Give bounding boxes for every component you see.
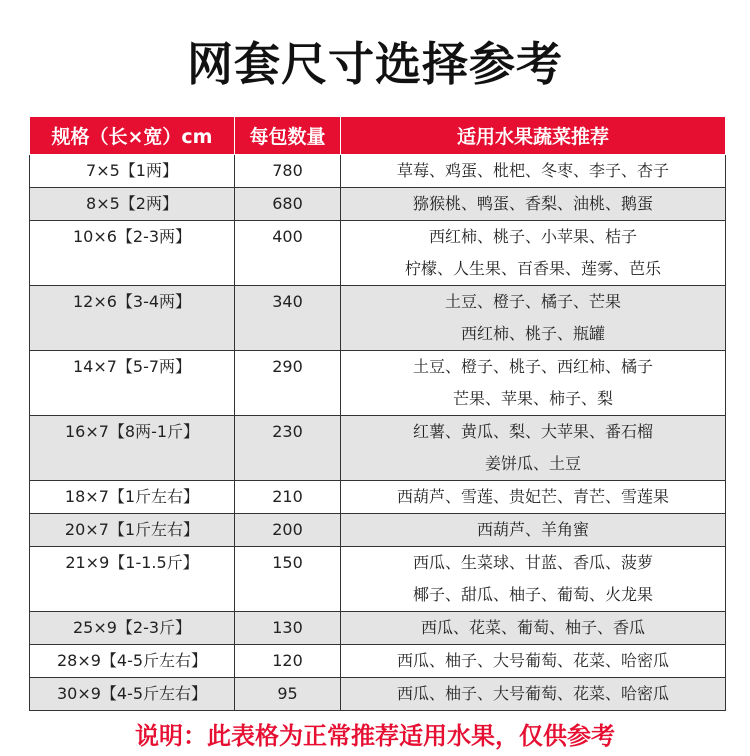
cell-fruits xyxy=(341,155,726,188)
fruit-line: 椰子、甜瓜、柚子、葡萄、火龙果 xyxy=(412,585,653,604)
cell-fruits xyxy=(341,416,726,481)
fruit-line: 西瓜、柚子、大号葡萄、花菜、哈密瓜 xyxy=(396,651,669,670)
header-count: 每包数量 xyxy=(235,117,341,155)
cell-size xyxy=(30,188,235,221)
cell-count xyxy=(235,481,341,514)
count-value: 130 xyxy=(272,618,303,637)
count-value: 95 xyxy=(277,684,298,703)
table-row xyxy=(30,416,726,481)
cell-size xyxy=(30,547,235,612)
count-value: 680 xyxy=(272,194,303,213)
table-row xyxy=(30,188,726,221)
count-value: 780 xyxy=(272,161,303,180)
cell-count xyxy=(235,612,341,645)
fruit-line: 西葫芦、雪莲、贵妃芒、青芒、雪莲果 xyxy=(396,487,669,506)
cell-size xyxy=(30,514,235,547)
cell-fruits xyxy=(341,678,726,711)
cell-count xyxy=(235,547,341,612)
cell-fruits xyxy=(341,286,726,351)
cell-count xyxy=(235,416,341,481)
table-row xyxy=(30,547,726,612)
table-header-row xyxy=(30,117,726,155)
cell-fruits xyxy=(341,645,726,678)
size-label: 16×7【8两-1斤】 xyxy=(64,422,200,441)
size-label: 10×6【2-3两】 xyxy=(72,227,192,246)
size-label: 8×5【2两】 xyxy=(86,194,178,213)
count-value: 340 xyxy=(272,292,303,311)
cell-size xyxy=(30,286,235,351)
cell-size xyxy=(30,612,235,645)
header-fruits: 适用水果蔬菜推荐 xyxy=(341,117,726,155)
size-label: 7×5【1两】 xyxy=(86,161,178,180)
table-row xyxy=(30,612,726,645)
table-row xyxy=(30,286,726,351)
cell-count xyxy=(235,286,341,351)
cell-size xyxy=(30,645,235,678)
count-value: 150 xyxy=(272,553,303,572)
size-label: 30×9【4-5斤左右】 xyxy=(56,684,208,703)
size-label: 28×9【4-5斤左右】 xyxy=(56,651,208,670)
cell-size xyxy=(30,481,235,514)
cell-size xyxy=(30,221,235,286)
size-table xyxy=(29,116,726,711)
note-text: 说明：此表格为正常推荐适用水果，仅供参考 xyxy=(135,722,615,750)
table-row xyxy=(30,221,726,286)
size-label: 14×7【5-7两】 xyxy=(72,357,192,376)
cell-size xyxy=(30,351,235,416)
fruit-line: 土豆、橙子、橘子、芒果 xyxy=(444,292,621,311)
fruit-line: 西瓜、花菜、葡萄、柚子、香瓜 xyxy=(420,618,645,637)
cell-fruits xyxy=(341,612,726,645)
count-value: 200 xyxy=(272,520,303,539)
count-value: 210 xyxy=(272,487,303,506)
cell-count xyxy=(235,645,341,678)
fruit-line: 土豆、橙子、桃子、西红柿、橘子 xyxy=(412,357,653,376)
count-value: 290 xyxy=(272,357,303,376)
fruit-line: 猕猴桃、鸭蛋、香梨、油桃、鹅蛋 xyxy=(412,194,653,213)
size-label: 12×6【3-4两】 xyxy=(72,292,192,311)
fruit-line: 芒果、苹果、柿子、梨 xyxy=(452,389,613,408)
fruit-line: 红薯、黄瓜、梨、大苹果、番石榴 xyxy=(412,422,653,441)
cell-count xyxy=(235,351,341,416)
fruit-line: 西红柿、桃子、瓶罐 xyxy=(460,324,605,343)
fruit-line: 柠檬、人生果、百香果、莲雾、芭乐 xyxy=(404,259,661,278)
page-title: 网套尺寸选择参考 xyxy=(187,37,563,91)
table-row xyxy=(30,678,726,711)
cell-count xyxy=(235,678,341,711)
fruit-line: 西红柿、桃子、小苹果、桔子 xyxy=(428,227,637,246)
table-row xyxy=(30,514,726,547)
table-row xyxy=(30,155,726,188)
fruit-line: 西瓜、生菜球、甘蓝、香瓜、菠萝 xyxy=(412,553,653,572)
cell-fruits xyxy=(341,481,726,514)
table-row xyxy=(30,351,726,416)
fruit-line: 西瓜、柚子、大号葡萄、花菜、哈密瓜 xyxy=(396,684,669,703)
cell-fruits xyxy=(341,547,726,612)
fruit-line: 草莓、鸡蛋、枇杷、冬枣、李子、杏子 xyxy=(396,161,669,180)
cell-count xyxy=(235,514,341,547)
table-row xyxy=(30,645,726,678)
cell-fruits xyxy=(341,221,726,286)
fruit-line: 姜饼瓜、土豆 xyxy=(484,454,581,473)
count-value: 230 xyxy=(272,422,303,441)
cell-size xyxy=(30,416,235,481)
cell-fruits xyxy=(341,188,726,221)
fruit-line: 西葫芦、羊角蜜 xyxy=(476,520,589,539)
cell-size xyxy=(30,678,235,711)
cell-fruits xyxy=(341,351,726,416)
cell-count xyxy=(235,221,341,286)
size-label: 20×7【1斤左右】 xyxy=(64,520,200,539)
header-size: 规格（长×宽）cm xyxy=(30,117,235,155)
cell-fruits xyxy=(341,514,726,547)
count-value: 400 xyxy=(272,227,303,246)
cell-count xyxy=(235,188,341,221)
size-label: 25×9【2-3斤】 xyxy=(72,618,192,637)
size-label: 21×9【1-1.5斤】 xyxy=(65,553,199,572)
cell-size xyxy=(30,155,235,188)
table-row xyxy=(30,481,726,514)
cell-count xyxy=(235,155,341,188)
count-value: 120 xyxy=(272,651,303,670)
size-label: 18×7【1斤左右】 xyxy=(64,487,200,506)
